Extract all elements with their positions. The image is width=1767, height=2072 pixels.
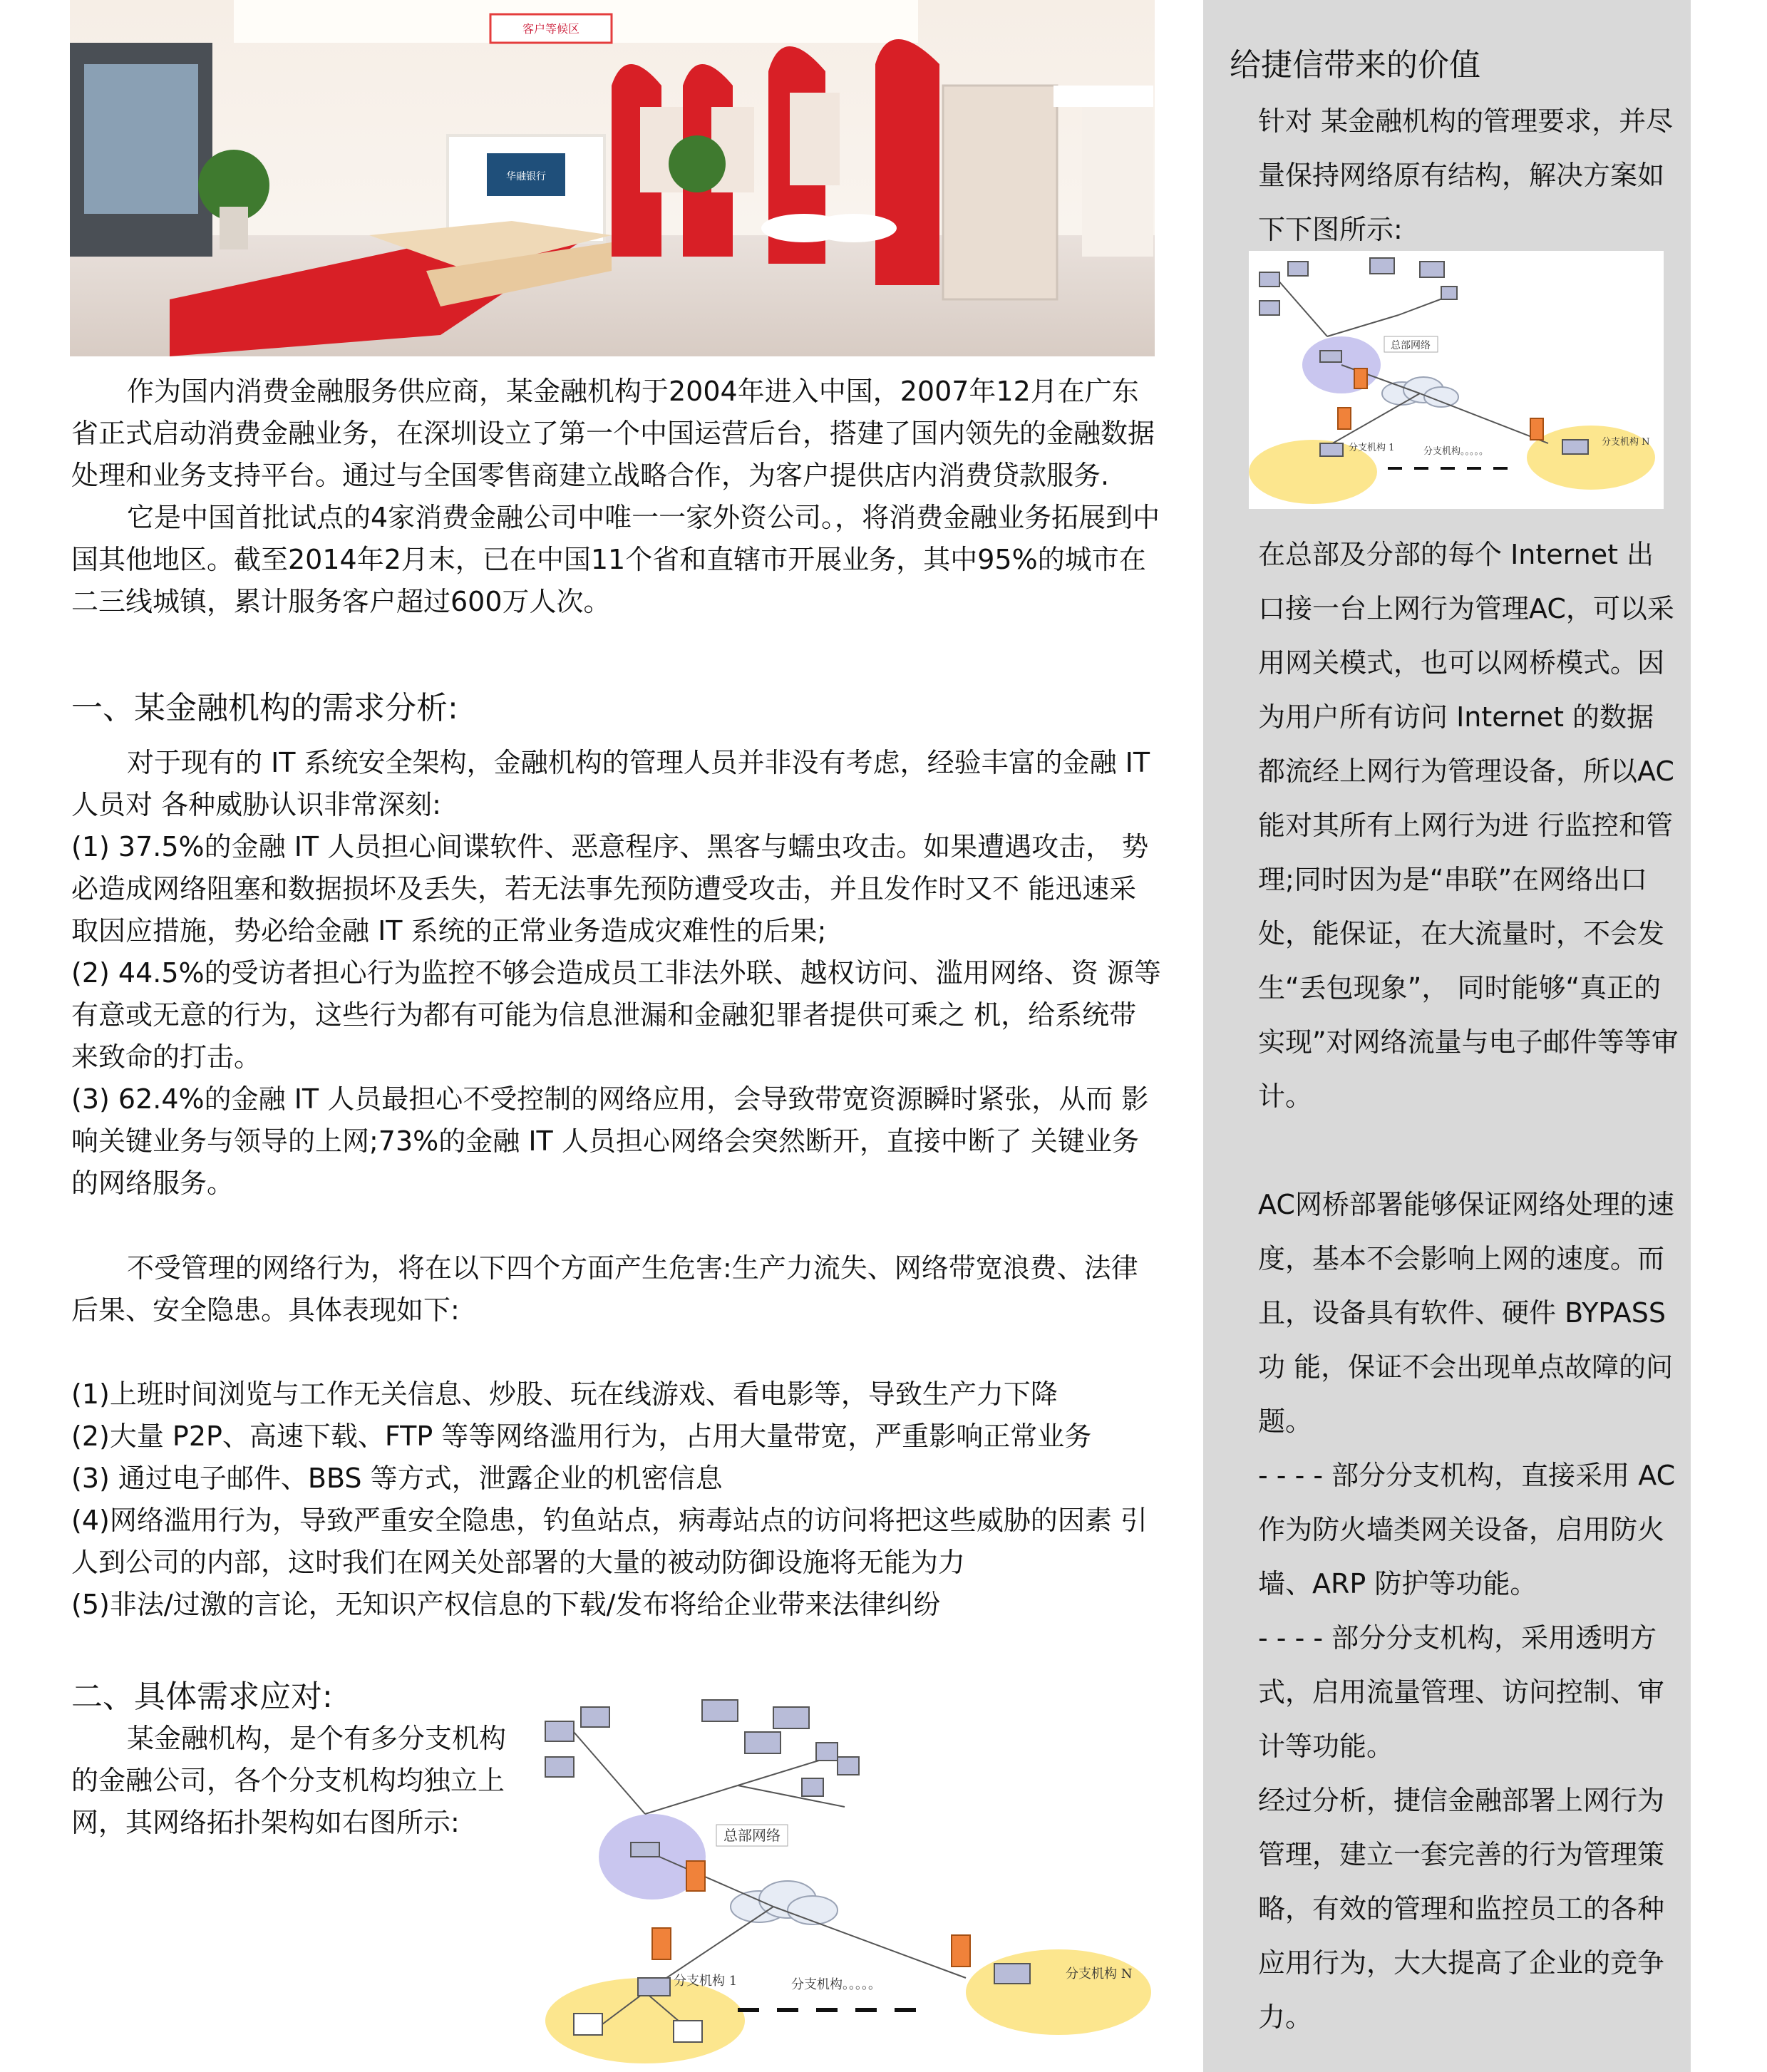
tv-text: 华融银行 xyxy=(506,171,546,182)
section2-text: 某金融机构，是个有多分支机构的金融公司，各个分支机构均独立上网，其网络拓扑架构如右图所示: xyxy=(71,1723,507,1838)
section1-title: 一、某金融机构的需求分析: xyxy=(71,690,458,726)
intro-paragraph-2: 它是中国首批试点的4家消费金融公司中唯一一家外资公司。，将消费金融业务拓展到中国其他地区。截至2014年2月末，已在中国11个省和直辖市开展业务，其中95%的城市在二三线城镇，累计服务客户超过600万人次。 xyxy=(71,502,1160,617)
section1-lead: 对于现有的 IT 系统安全架构，金融机构的管理人员并非没有考虑，经验丰富的金融 IT 人员对 各种威胁认识非常深刻: xyxy=(71,747,1150,820)
diagram-branchN-label: 分支机构 N xyxy=(1066,1967,1133,1981)
concern-item-1: (1) 37.5%的金融 IT 人员担心间谍软件、恶意程序、黑客与蠕虫攻击。如果遭遇攻击， 势必造成网络阻塞和数据损坏及丢失，若无法事先预防遭受攻击，并且发作时又不 能迅速采取因应措施，势必给金融 IT 系统的正常业务造成灾难性的后果; xyxy=(71,831,1149,947)
sidebar-intro-block xyxy=(1258,94,1679,257)
sidebar-paragraph-1: 在总部及分部的每个 Internet 出口接一台上网行为管理AC，可以采用网关模式，也可以网桥模式。因为用户所有访问 Internet 的数据都流经上网行为管理设备，所以AC能对其所有上网行为进 行监控和管理;同时因为是“串联”在网络出口处，能保证，在大流量时，不会发生“丢包现象”， 同时能够“真正的实现”对网络流量与电子邮件等等审计。 xyxy=(1258,539,1679,1112)
harm-item-2: (2)大量 P2P、高速下载、FTP 等等网络滥用行为，占用大量带宽，严重影响正常业务 xyxy=(71,1421,1092,1452)
sidebar-paragraph-2: AC网桥部署能够保证网络处理的速度，基本不会影响上网的速度。而且，设备具有软件、硬件 BYPASS 功 能，保证不会出现单点故障的问题。 xyxy=(1258,1189,1674,1437)
concern-item-2: (2) 44.5%的受访者担心行为监控不够会造成员工非法外联、越权访问、滥用网络、资 源等有意或无意的行为，这些行为都有可能为信息泄漏和金融犯罪者提供可乘之 机，给系统带来致命的打击。 xyxy=(71,957,1161,1073)
diagram-hq-label: 总部网络 xyxy=(723,1827,781,1844)
solution-diagram xyxy=(1249,251,1664,509)
harm-lead: 不受管理的网络行为，将在以下四个方面产生危害:生产力流失、网络带宽浪费、法律后果、安全隐患。具体表现如下: xyxy=(71,1252,1138,1326)
sidebar-intro: 针对 某金融机构的管理要求，并尽量保持网络原有结构，解决方案如下下图所示: xyxy=(1258,105,1674,245)
diagram-branch-mid-label: 分支机构。。。。。 xyxy=(791,1977,881,1992)
intro-paragraph-1: 作为国内消费金融服务供应商，某金融机构于2004年进入中国，2007年12月在广东省正式启动消费金融业务，在深圳设立了第一个中国运营后台，搭建了国内领先的金融数据处理和业务支持平台。通过与全国零售商建立战略合作，为客户提供店内消费贷款服务. xyxy=(71,376,1155,491)
harm-item-4: (4)网络滥用行为，导致严重安全隐患，钓鱼站点，病毒站点的访问将把这些威胁的因素 引人到公司的内部，这时我们在网关处部署的大量的被动防御设施将无能为力 xyxy=(71,1505,1148,1578)
sidebar-paragraph-4: - - - - 部分分支机构，采用透明方式，启用流量管理、访问控制、审计等功能。 xyxy=(1258,1622,1665,1762)
sidebar-title: 给捷信带来的价值 xyxy=(1230,47,1480,83)
sidebar-paragraph-5: 经过分析，捷信金融部署上网行为管理，建立一套完善的行为管理策略，有效的管理和监控员工的各种应用行为，大大提高了企业的竞争力。 xyxy=(1258,1785,1665,2033)
sidebar-paragraph-3: - - - - 部分分支机构，直接采用 AC作为防火墙类网关设备，启用防火墙、ARP 防护等功能。 xyxy=(1258,1460,1676,1599)
small-hq-label: 总部网络 xyxy=(1391,340,1431,351)
harm-item-5: (5)非法/过激的言论，无知识产权信息的下载/发布将给企业带来法律纠纷 xyxy=(71,1589,941,1620)
sidebar-body xyxy=(1258,527,1679,2044)
small-branch-mid-label: 分支机构。。。。。 xyxy=(1423,446,1489,457)
main-column xyxy=(71,371,1162,1844)
small-branch1-label: 分支机构 1 xyxy=(1349,443,1395,453)
harm-item-1: (1)上班时间浏览与工作无关信息、炒股、玩在线游戏、看电影等，导致生产力下降 xyxy=(71,1378,1058,1410)
concern-item-3: (3) 62.4%的金融 IT 人员最担心不受控制的网络应用，会导致带宽资源瞬时紧张，从而 影响关键业务与领导的上网;73%的金融 IT 人员担心网络会突然断开，直接中断了 关键业务的网络服务。 xyxy=(71,1083,1149,1199)
diagram-branch1-label: 分支机构 1 xyxy=(674,1974,738,1989)
small-branchN-label: 分支机构 N xyxy=(1602,437,1650,448)
sign-text: 客户等候区 xyxy=(522,22,580,36)
lobby-photo xyxy=(70,0,1155,356)
harm-item-3: (3) 通过电子邮件、BBS 等方式，泄露企业的机密信息 xyxy=(71,1463,723,1494)
network-diagram xyxy=(531,1693,1158,2063)
section2-title: 二、具体需求应对: xyxy=(71,1679,333,1715)
